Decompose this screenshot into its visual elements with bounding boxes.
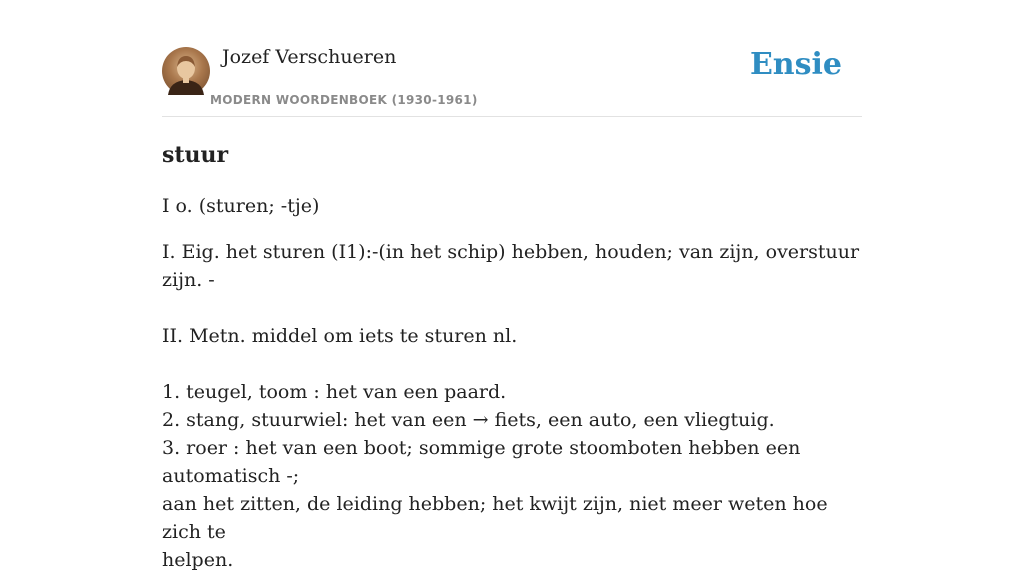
brand-logo[interactable]: Ensie — [749, 47, 842, 82]
sense-item-3-line-1: 3. roer : het van een boot; sommige grote stoomboten hebben een automatisch -; — [162, 437, 807, 487]
source-label[interactable]: MODERN WOORDENBOEK (1930-1961) — [210, 93, 478, 107]
entry-content — [162, 140, 866, 574]
sense-item-3-line-3: helpen. — [162, 549, 234, 571]
sense-2: II. Metn. middel om iets te sturen nl. — [162, 325, 518, 347]
sense-item-2: 2. stang, stuurwiel: het van een → fiets, een auto, een vliegtuig. — [162, 409, 775, 431]
author-avatar[interactable] — [162, 47, 210, 95]
headword: stuur — [162, 142, 229, 168]
grammar-info: I o. (sturen; -tje) — [162, 195, 320, 217]
entry-header — [162, 0, 862, 117]
author-name[interactable]: Jozef Verschueren — [222, 46, 397, 68]
sense-item-3-line-2: aan het zitten, de leiding hebben; het kwijt zijn, niet meer weten hoe zich te — [162, 493, 834, 543]
author-portrait-icon — [162, 47, 210, 95]
sense-item-1: 1. teugel, toom : het van een paard. — [162, 381, 507, 403]
sense-1: I. Eig. het sturen (I1):-(in het schip) hebben, houden; van zijn, overstuur zijn. - — [162, 241, 866, 291]
